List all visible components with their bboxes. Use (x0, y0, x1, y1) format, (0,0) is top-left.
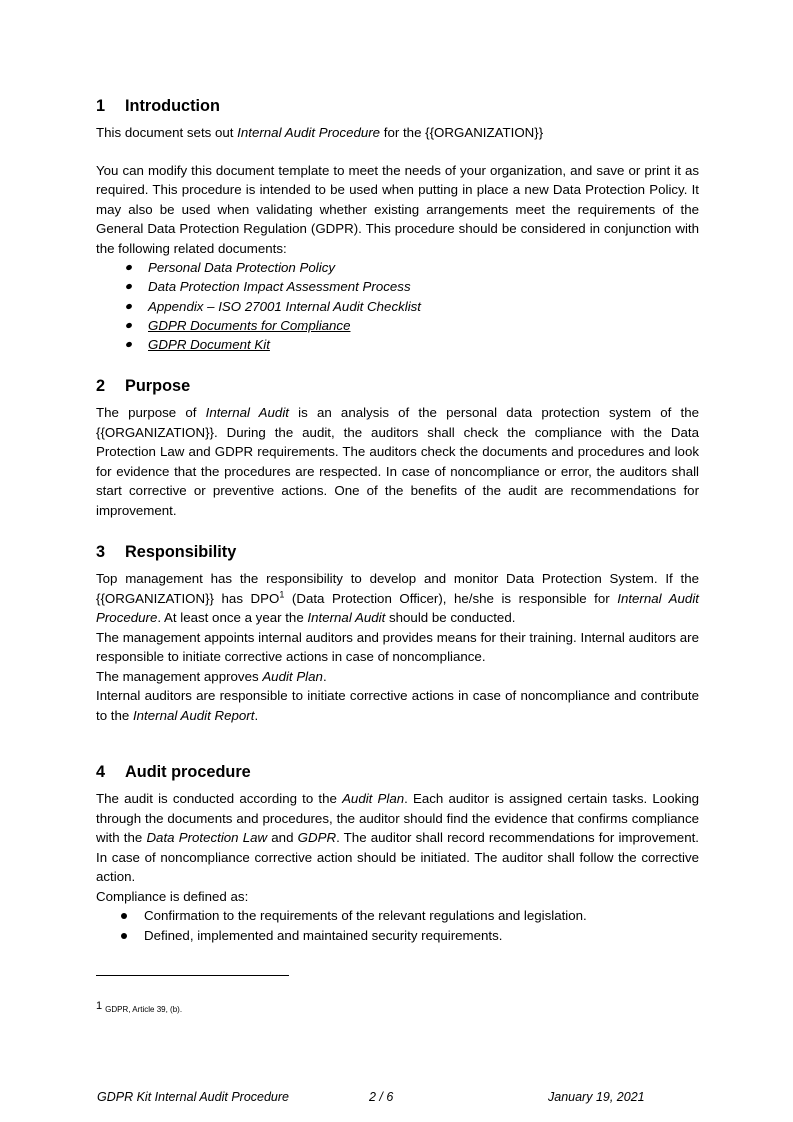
emphasis-text: Internal Audit (307, 610, 386, 626)
gdpr-document-kit-link[interactable]: GDPR Document Kit (148, 337, 270, 353)
section-title: Introduction (125, 97, 220, 115)
footer-date: January 19, 2021 (548, 1090, 645, 1104)
list-item-label: Data Protection Impact Assessment Process (148, 279, 411, 295)
list-item (96, 258, 699, 277)
emphasis-text: Internal Audit Procedure (96, 590, 699, 626)
responsibility-paragraph-2: The management appoints internal auditors and provides means for their training. Internal auditors are responsible to initiate corrective actions in case of noncompliance. (96, 629, 699, 665)
text-run: and (267, 830, 298, 846)
compliance-list (96, 906, 699, 946)
section-heading-introduction (96, 95, 699, 117)
bullet-icon (125, 322, 133, 329)
text-run: (Data Protection Officer), he/she is responsible for (284, 590, 618, 606)
list-item (96, 926, 699, 946)
responsibility-paragraph-4 (96, 686, 699, 725)
intro-paragraph: You can modify this document template to meet the needs of your organization, and save or print it as required. This procedure is intended to be used when putting in place a new Data Protection Policy. It may also be used when validating whether existing arrangements meet the requirements of the General Data Protection Regulation (GDPR). This procedure should be considered in conjunction with the following related documents: (96, 162, 699, 256)
purpose-paragraph (96, 403, 699, 520)
text-run: This document sets out (96, 125, 238, 140)
text-run: for the {{ORGANIZATION}} (380, 125, 544, 140)
text-run: . The auditor shall record recommendations for improvement. In case of noncompliance corrective action should be initiated. The auditor shall follow the corrective action. (96, 830, 699, 885)
emphasis-text: Internal Audit Report (132, 707, 255, 723)
section-title: Purpose (125, 377, 191, 396)
bullet-icon (121, 933, 127, 939)
text-run: Top management has the responsibility to develop and monitor Data Protection System. If the {{ORGANIZATION}} has DPO (96, 571, 699, 606)
section-heading-purpose (96, 375, 699, 397)
list-item[interactable] (96, 335, 699, 354)
footnote (96, 1000, 182, 1014)
text-run: . At least once a year the (157, 610, 308, 626)
footer-page-number: 2 / 6 (369, 1090, 394, 1104)
emphasis-text: Internal Audit (205, 405, 289, 421)
audit-paragraph-1 (96, 789, 699, 887)
bullet-icon (125, 341, 133, 348)
footnote-mark: 1 (96, 1000, 103, 1012)
list-item (96, 906, 699, 926)
text-run: The purpose of (96, 405, 206, 421)
list-item-label: Appendix – ISO 27001 Internal Audit Checklist (148, 298, 421, 314)
text-run: . (254, 707, 259, 723)
list-item-label: Confirmation to the requirements of the relevant regulations and legislation. (144, 908, 587, 924)
responsibility-paragraph-3 (96, 667, 699, 687)
list-item-label: Defined, implemented and maintained security requirements. (144, 928, 503, 944)
list-item-label: Personal Data Protection Policy (148, 260, 335, 275)
emphasis-text: Data Protection Law (146, 830, 268, 846)
footnote-reference[interactable]: 1 (279, 589, 285, 600)
footnote-separator (96, 975, 289, 976)
emphasis-text: GDPR (297, 830, 337, 846)
section-number: 3 (96, 543, 106, 562)
bullet-icon (121, 913, 127, 919)
responsibility-paragraph-1 (96, 569, 699, 628)
section-heading-audit-procedure (96, 761, 699, 783)
section-number: 1 (96, 97, 106, 115)
text-run: is an analysis of the personal data protection system of the {{ORGANIZATION}}. During the audit, the auditors shall check the compliance with the Data Protection Law and GDPR requirements. The auditors check the documents and procedures and look for evidence that the procedures are respected. In case of noncompliance or error, the auditors shall start corrective or preventive actions. One of the benefits of the audit are recommendations for improvement. (96, 405, 700, 518)
section-number: 4 (96, 763, 106, 782)
list-item (96, 297, 699, 316)
section-heading-responsibility (96, 541, 699, 563)
text-run: The audit is conducted according to the (96, 791, 343, 807)
audit-paragraph-2: Compliance is defined as: (96, 888, 249, 904)
bullet-icon (125, 264, 133, 271)
bullet-icon (125, 283, 133, 290)
footer-document-title: GDPR Kit Internal Audit Procedure (97, 1090, 289, 1104)
text-run: Internal auditors are responsible to initiate corrective actions in case of noncompliance and contribute to the (96, 688, 699, 723)
bullet-icon (125, 302, 133, 309)
gdpr-documents-link[interactable]: GDPR Documents for Compliance (148, 317, 351, 333)
section-title: Audit procedure (125, 763, 251, 782)
text-run: . (322, 668, 327, 684)
document-body (96, 95, 699, 946)
list-item (96, 277, 699, 296)
text-run: . Each auditor is assigned certain tasks. Looking through the documents and procedures, the auditor should find the evidence that confirms compliance with the (96, 791, 699, 846)
text-run: The management approves (96, 668, 263, 684)
emphasis-text: Internal Audit Procedure (237, 125, 381, 140)
intro-line (96, 123, 699, 143)
list-item[interactable] (96, 316, 699, 335)
emphasis-text: Audit Plan (262, 668, 323, 684)
related-documents-list (96, 258, 699, 354)
footnote-text: GDPR, Article 39, (b). (105, 1005, 183, 1014)
section-title: Responsibility (125, 543, 237, 562)
text-run: should be conducted. (385, 610, 516, 626)
emphasis-text: Audit Plan (342, 791, 405, 807)
section-number: 2 (96, 377, 106, 396)
